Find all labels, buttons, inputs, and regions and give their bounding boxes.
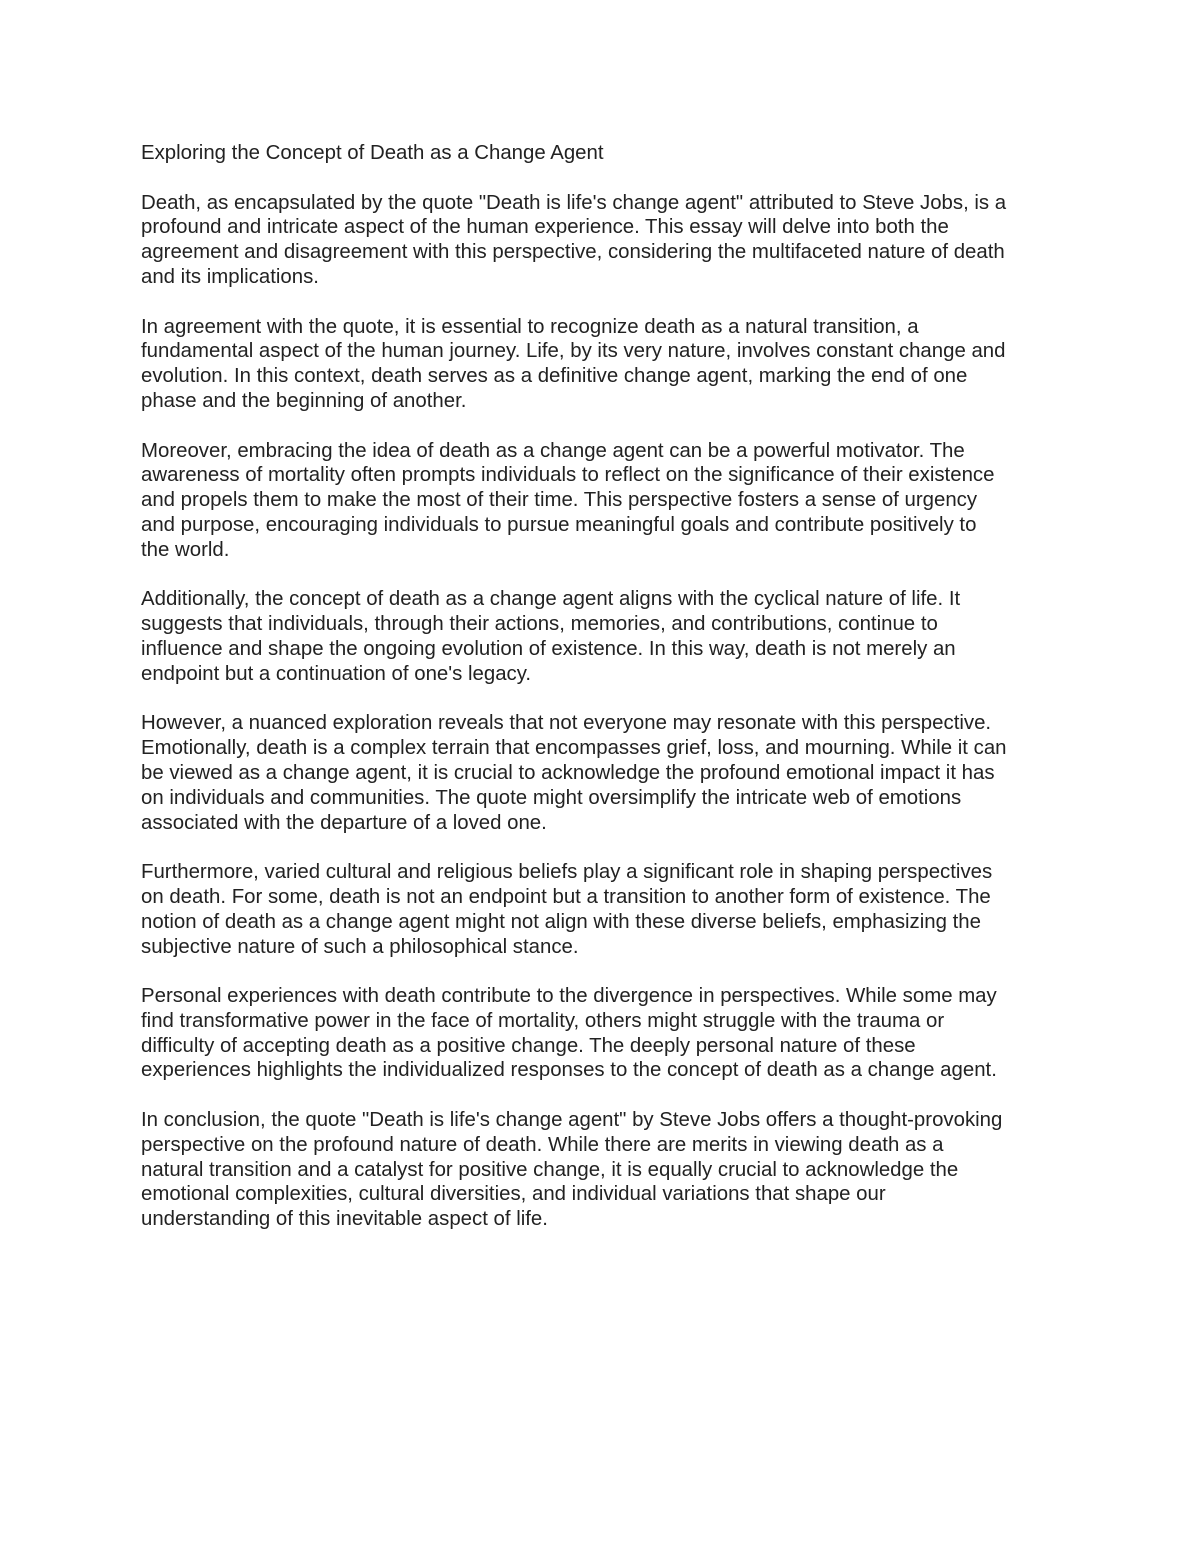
paragraph-line: and propels them to make the most of their time. This perspective fosters a sense of urgency	[141, 489, 978, 512]
document-title: Exploring the Concept of Death as a Change Agent	[141, 142, 604, 164]
paragraph-line: on individuals and communities. The quote might oversimplify the intricate web of emotions	[141, 786, 962, 809]
paragraph-line: find transformative power in the face of mortality, others might struggle with the trauma or	[141, 1009, 945, 1032]
paragraph-line: Additionally, the concept of death as a change agent aligns with the cyclical nature of life. It	[141, 588, 961, 611]
paragraph-line: influence and shape the ongoing evolution of existence. In this way, death is not merely an	[141, 637, 956, 660]
paragraph-line: understanding of this inevitable aspect of life.	[141, 1208, 548, 1231]
paragraph-line: Moreover, embracing the idea of death as a change agent can be a powerful motivator. The	[141, 439, 965, 462]
paragraph-line: fundamental aspect of the human journey. Life, by its very nature, involves constant change and	[141, 340, 1006, 363]
paragraph-line: endpoint but a continuation of one's legacy.	[141, 662, 532, 685]
paragraph-line: difficulty of accepting death as a positive change. The deeply personal nature of these	[141, 1034, 916, 1057]
paragraph-5	[141, 711, 1066, 835]
paragraph-list	[141, 191, 1066, 1232]
paragraph-line: emotional complexities, cultural diversities, and individual variations that shape our	[141, 1183, 886, 1206]
paragraph-2	[141, 315, 1066, 414]
paragraph-line: However, a nuanced exploration reveals that not everyone may resonate with this perspective.	[141, 712, 992, 735]
paragraph-line: Death, as encapsulated by the quote "Death is life's change agent" attributed to Steve Jobs, is a	[141, 191, 1007, 214]
paragraph-3	[141, 439, 1066, 563]
paragraph-line: agreement and disagreement with this perspective, considering the multifaceted nature of death	[141, 241, 1005, 264]
paragraph-line: the world.	[141, 538, 230, 561]
document-body	[141, 141, 1066, 1257]
paragraph-line: subjective nature of such a philosophical stance.	[141, 935, 579, 958]
paragraph-line: In agreement with the quote, it is essential to recognize death as a natural transition, a	[141, 315, 919, 338]
paragraph-line: In conclusion, the quote "Death is life's change agent" by Steve Jobs offers a thought-provoking	[141, 1109, 1003, 1132]
paragraph-6	[141, 860, 1066, 959]
paragraph-line: phase and the beginning of another.	[141, 389, 467, 412]
paragraph-line: on death. For some, death is not an endpoint but a transition to another form of existence. The	[141, 885, 991, 908]
paragraph-line: natural transition and a catalyst for positive change, it is equally crucial to acknowledge the	[141, 1158, 959, 1181]
paragraph-line: Personal experiences with death contribute to the divergence in perspectives. While some may	[141, 985, 997, 1008]
paragraph-line: profound and intricate aspect of the human experience. This essay will delve into both the	[141, 216, 949, 239]
paragraph-line: awareness of mortality often prompts individuals to reflect on the significance of their existence	[141, 464, 995, 487]
paragraph-1	[141, 191, 1066, 290]
paragraph-line: and purpose, encouraging individuals to pursue meaningful goals and contribute positively to	[141, 513, 977, 536]
paragraph-line: be viewed as a change agent, it is crucial to acknowledge the profound emotional impact it has	[141, 761, 995, 784]
paragraph-line: experiences highlights the individualized responses to the concept of death as a change agent.	[141, 1059, 997, 1082]
paragraph-line: suggests that individuals, through their actions, memories, and contributions, continue to	[141, 613, 938, 636]
paragraph-7	[141, 984, 1066, 1083]
paragraph-line: Emotionally, death is a complex terrain that encompasses grief, loss, and mourning. While it can	[141, 737, 1007, 760]
paragraph-4	[141, 587, 1066, 686]
paragraph-line: perspective on the profound nature of death. While there are merits in viewing death as a	[141, 1133, 944, 1156]
paragraph-line: associated with the departure of a loved one.	[141, 811, 547, 834]
paragraph-line: notion of death as a change agent might not align with these diverse beliefs, emphasizing the	[141, 910, 981, 933]
paragraph-line: Furthermore, varied cultural and religious beliefs play a significant role in shaping perspectives	[141, 861, 993, 884]
paragraph-line: evolution. In this context, death serves as a definitive change agent, marking the end of one	[141, 365, 968, 388]
paragraph-8	[141, 1108, 1066, 1232]
paragraph-line: and its implications.	[141, 265, 319, 288]
